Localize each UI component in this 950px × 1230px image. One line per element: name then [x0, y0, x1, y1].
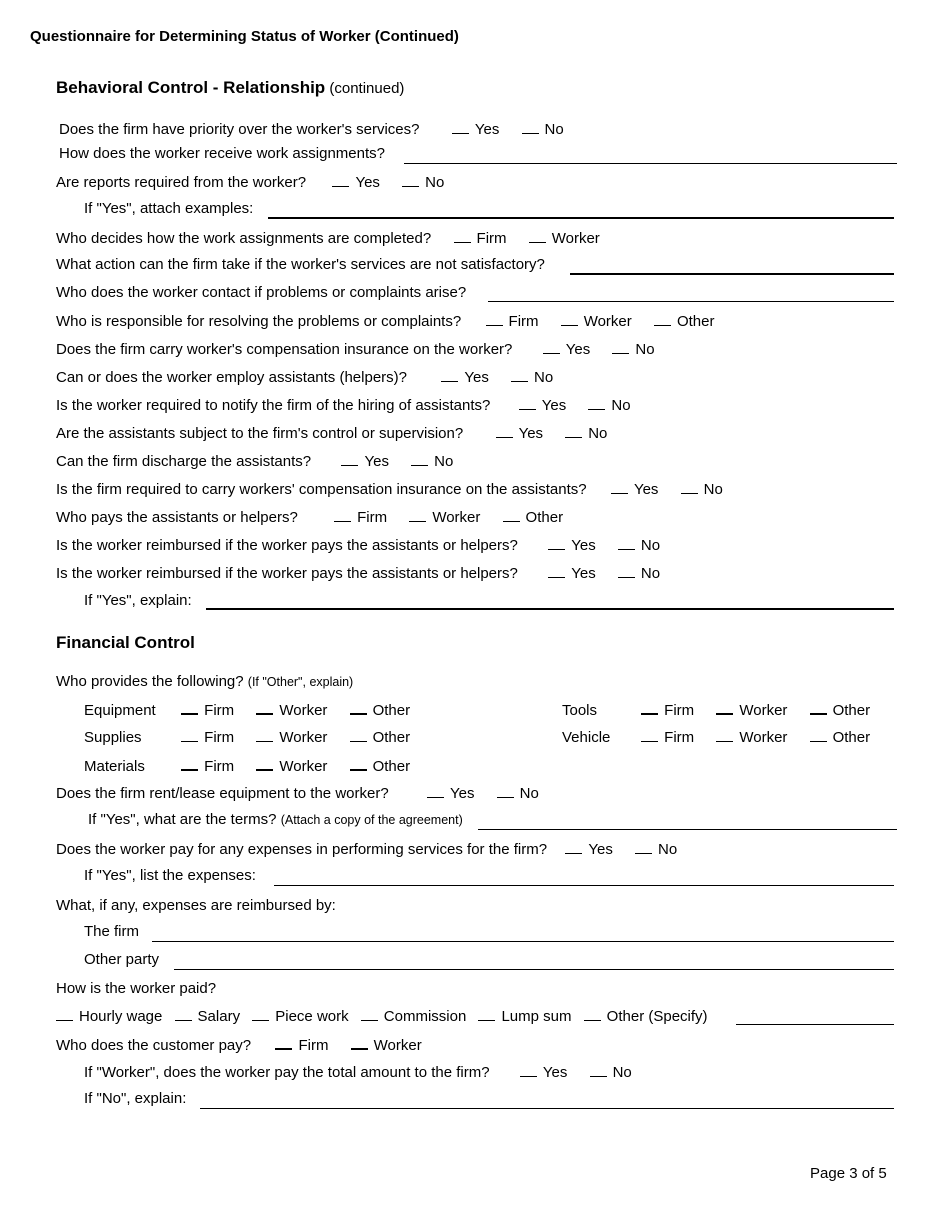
pay-piece-option[interactable]: Piece work: [252, 1008, 348, 1026]
question-comp-assistants: [56, 481, 741, 499]
worker-option[interactable]: Worker: [716, 729, 787, 747]
question-reimbursed-by: What, if any, expenses are reimbursed by:: [56, 897, 336, 914]
firm-option[interactable]: Firm: [486, 313, 539, 331]
question-comp-insurance: [56, 341, 673, 359]
page-header-title: Questionnaire for Determining Status of Worker (Continued): [30, 28, 459, 45]
followup-text: If "Yes", what are the terms?: [88, 811, 277, 828]
yes-option[interactable]: Yes: [548, 565, 595, 583]
section-title-suffix: (continued): [329, 80, 405, 97]
question-expenses: [56, 841, 695, 859]
no-option[interactable]: No: [511, 369, 553, 387]
item-label: Vehicle: [562, 729, 611, 746]
question-notify: [56, 397, 649, 415]
no-option[interactable]: No: [497, 785, 539, 803]
question-reimbursed-2: [56, 565, 678, 583]
yes-option[interactable]: Yes: [543, 341, 590, 359]
rent-followup: [88, 811, 463, 829]
other-option[interactable]: Other: [350, 729, 411, 747]
other-option[interactable]: Other: [654, 313, 715, 331]
reimbursed-by-firm-label: The firm: [84, 923, 140, 940]
expenses-followup-label: If "Yes", list the expenses:: [84, 867, 256, 884]
worker-option[interactable]: Worker: [351, 1036, 422, 1055]
firm-option[interactable]: Firm: [641, 729, 694, 747]
reimbursed-by-other-label: Other party: [84, 951, 160, 968]
question-customer-pay: [56, 1036, 440, 1055]
question-text: Is the worker reimbursed if the worker pays the assistants or helpers?: [56, 565, 518, 582]
question-text: Who decides how the work assignments are completed?: [56, 230, 432, 247]
answer-line-reimbursed[interactable]: [206, 608, 894, 610]
firm-option[interactable]: Firm: [641, 701, 694, 720]
no-option[interactable]: No: [635, 841, 677, 859]
yes-option[interactable]: Yes: [519, 397, 566, 415]
question-subject-control: [56, 425, 625, 443]
item-label: Supplies: [84, 729, 142, 746]
question-employ-assistants: [56, 369, 571, 387]
question-assignments: How does the worker receive work assignments?: [59, 145, 385, 162]
item-label: Materials: [84, 758, 145, 775]
total-followup-label: If "No", explain:: [84, 1090, 187, 1107]
provides-row-equipment: [84, 701, 428, 720]
question-total-amount: [84, 1064, 650, 1082]
pay-other-option[interactable]: Other (Specify): [584, 1008, 708, 1026]
pay-lump-option[interactable]: Lump sum: [478, 1008, 571, 1026]
followup-note: (Attach a copy of the agreement): [280, 813, 463, 827]
pay-salary-option[interactable]: Salary: [175, 1008, 241, 1026]
no-option[interactable]: No: [612, 341, 654, 359]
pay-methods-row: [56, 1008, 708, 1026]
question-note: (If "Other", explain): [247, 675, 354, 689]
section-title-text: Behavioral Control - Relationship: [56, 78, 326, 97]
yes-option[interactable]: Yes: [611, 481, 658, 499]
question-contact: Who does the worker contact if problems or complaints arise?: [56, 284, 467, 301]
yes-option[interactable]: Yes: [452, 121, 499, 139]
other-option[interactable]: Other: [810, 701, 871, 720]
answer-line-action[interactable]: [570, 273, 894, 275]
question-text: Can or does the worker employ assistants (helpers)?: [56, 369, 407, 386]
yes-option[interactable]: Yes: [520, 1064, 567, 1082]
firm-option[interactable]: Firm: [334, 509, 387, 527]
answer-line-pay-other[interactable]: [736, 1024, 894, 1025]
firm-option[interactable]: Firm: [181, 757, 234, 776]
no-option[interactable]: No: [590, 1064, 632, 1082]
answer-line-assignments[interactable]: [404, 163, 897, 164]
item-label: Tools: [562, 702, 598, 719]
question-text: Can the firm discharge the assistants?: [56, 453, 312, 470]
no-option[interactable]: No: [402, 174, 444, 192]
question-who-decides: [56, 230, 618, 248]
worker-option[interactable]: Worker: [561, 313, 632, 331]
no-option[interactable]: No: [618, 565, 660, 583]
question-text: Is the firm required to carry workers' compensation insurance on the assistants?: [56, 481, 587, 498]
worker-option[interactable]: Worker: [716, 701, 787, 720]
reimbursed-followup-label: If "Yes", explain:: [84, 592, 192, 609]
no-option[interactable]: No: [565, 425, 607, 443]
question-responsible: [56, 313, 732, 331]
question-text: Does the firm carry worker's compensation insurance on the worker?: [56, 341, 513, 358]
question-text: Who pays the assistants or helpers?: [56, 509, 298, 526]
worker-option[interactable]: Worker: [529, 230, 600, 248]
no-option[interactable]: No: [588, 397, 630, 415]
question-text: If "Worker", does the worker pay the total amount to the firm?: [84, 1064, 490, 1081]
provides-row-supplies: [84, 729, 428, 747]
firm-option[interactable]: Firm: [275, 1036, 328, 1055]
question-text: Is the worker required to notify the firm of the hiring of assistants?: [56, 397, 491, 414]
answer-line-reports[interactable]: [268, 217, 894, 219]
no-option[interactable]: No: [522, 121, 564, 139]
yes-option[interactable]: Yes: [441, 369, 488, 387]
question-action: What action can the firm take if the worker's services are not satisfactory?: [56, 256, 545, 273]
answer-line-contact[interactable]: [488, 301, 894, 302]
yes-option[interactable]: Yes: [427, 785, 474, 803]
question-text: Is the worker reimbursed if the worker pays the assistants or helpers?: [56, 537, 518, 554]
no-option[interactable]: No: [411, 453, 453, 471]
answer-line-firm[interactable]: [152, 941, 894, 942]
question-text: Does the firm rent/lease equipment to the worker?: [56, 785, 389, 802]
question-priority: [59, 121, 582, 139]
no-option[interactable]: No: [681, 481, 723, 499]
reports-followup-label: If "Yes", attach examples:: [84, 200, 254, 217]
worker-option[interactable]: Worker: [256, 757, 327, 776]
other-option[interactable]: Other: [350, 701, 411, 720]
item-label: Equipment: [84, 702, 156, 719]
firm-option[interactable]: Firm: [181, 729, 234, 747]
question-text: Who provides the following?: [56, 673, 244, 690]
section-title-behavioral: [56, 79, 404, 98]
answer-line-other-party[interactable]: [174, 969, 894, 970]
yes-option[interactable]: Yes: [341, 453, 388, 471]
worker-option[interactable]: Worker: [256, 729, 327, 747]
firm-option[interactable]: Firm: [181, 701, 234, 720]
firm-option[interactable]: Firm: [454, 230, 507, 248]
answer-line-rent[interactable]: [478, 829, 897, 830]
page-number: Page 3 of 5: [810, 1165, 887, 1182]
provides-row-vehicle: [562, 729, 870, 747]
question-text: Does the firm have priority over the worker's services?: [59, 121, 420, 138]
question-text: Who is responsible for resolving the problems or complaints?: [56, 313, 462, 330]
no-option[interactable]: No: [618, 537, 660, 555]
question-how-paid: How is the worker paid?: [56, 980, 217, 997]
yes-option[interactable]: Yes: [548, 537, 595, 555]
yes-option[interactable]: Yes: [332, 174, 379, 192]
question-rent: [56, 785, 557, 803]
question-text: Are reports required from the worker?: [56, 174, 307, 191]
yes-option[interactable]: Yes: [496, 425, 543, 443]
worker-option[interactable]: Worker: [409, 509, 480, 527]
question-text: Are the assistants subject to the firm's control or supervision?: [56, 425, 464, 442]
answer-line-expenses[interactable]: [274, 885, 894, 886]
other-option[interactable]: Other: [810, 729, 871, 747]
question-discharge: [56, 453, 471, 471]
answer-line-total[interactable]: [200, 1108, 894, 1109]
question-text: Who does the customer pay?: [56, 1037, 252, 1054]
pay-hourly-option[interactable]: Hourly wage: [56, 1008, 162, 1026]
yes-option[interactable]: Yes: [565, 841, 612, 859]
question-reports: [56, 174, 462, 192]
question-text: Does the worker pay for any expenses in performing services for the firm?: [56, 841, 548, 858]
question-reimbursed-1: [56, 537, 678, 555]
provides-row-materials: [84, 757, 428, 776]
pay-commission-option[interactable]: Commission: [361, 1008, 467, 1026]
question-pays-assistants: [56, 509, 581, 527]
provides-row-tools: [562, 701, 870, 720]
section-title-financial: Financial Control: [56, 633, 195, 652]
question-provides: [56, 673, 353, 691]
worker-option[interactable]: Worker: [256, 701, 327, 720]
other-option[interactable]: Other: [350, 757, 411, 776]
other-option[interactable]: Other: [503, 509, 564, 527]
